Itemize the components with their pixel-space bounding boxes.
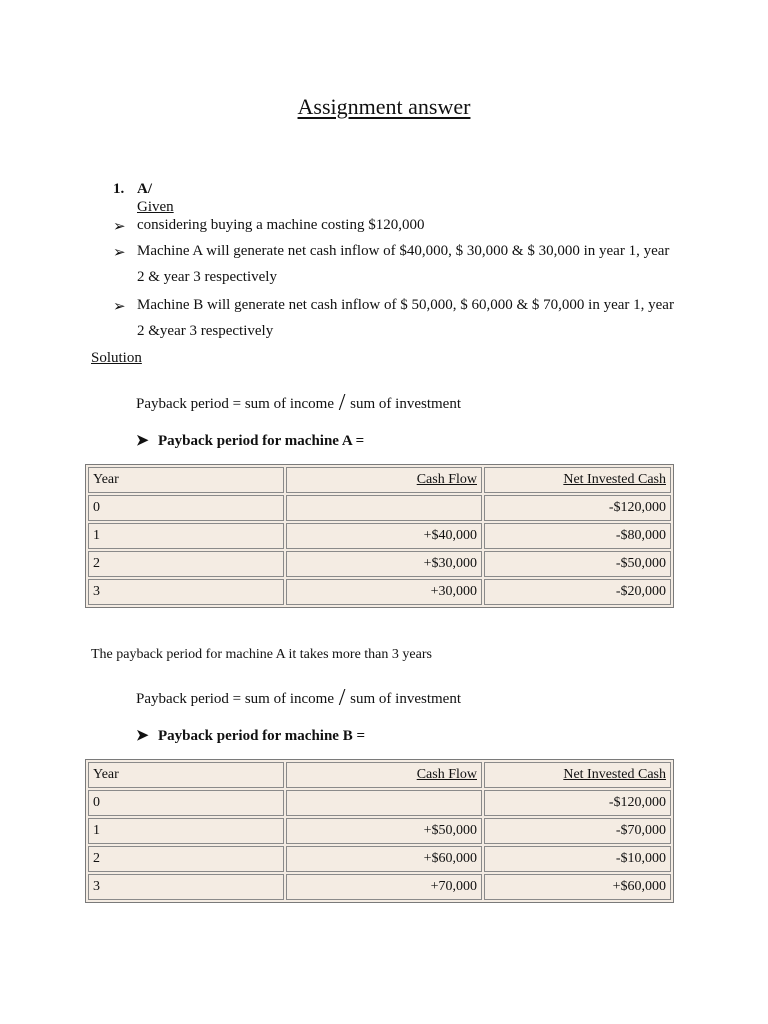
machine-a-heading-text: Payback period for machine A = <box>158 433 365 449</box>
cell-year: 2 <box>88 551 284 577</box>
page-title: Assignment answer <box>297 94 471 119</box>
cell-net-invested-cash: -$20,000 <box>484 579 671 605</box>
table-row <box>88 579 671 605</box>
question-number: 1. <box>113 181 125 197</box>
header-year: Year <box>88 467 284 493</box>
cell-net-invested-cash: -$120,000 <box>484 495 671 521</box>
formula-denominator: sum of investment <box>350 691 461 707</box>
bullet-marker: ➢ <box>113 245 126 261</box>
cell-net-invested-cash: -$50,000 <box>484 551 671 577</box>
header-year: Year <box>88 762 284 788</box>
question-label: A/ <box>137 181 152 197</box>
cell-year: 0 <box>88 790 284 816</box>
cell-net-invested-cash: -$120,000 <box>484 790 671 816</box>
cell-cash-flow: +$30,000 <box>286 551 482 577</box>
cell-year: 0 <box>88 495 284 521</box>
cell-cash-flow: +$50,000 <box>286 818 482 844</box>
cell-cash-flow: +30,000 <box>286 579 482 605</box>
table-row <box>88 818 671 844</box>
payback-formula <box>136 391 461 415</box>
cell-net-invested-cash: -$80,000 <box>484 523 671 549</box>
solution-heading: Solution <box>91 350 142 366</box>
table-header-row <box>88 467 671 493</box>
cell-cash-flow <box>286 790 482 816</box>
table-row <box>88 846 671 872</box>
machine-a-table <box>85 464 674 608</box>
cell-year: 2 <box>88 846 284 872</box>
table-row <box>88 874 671 900</box>
formula-slash: / <box>338 685 346 711</box>
given-item-machine-a-continued: 2 & year 3 respectively <box>137 269 277 285</box>
formula-denominator: sum of investment <box>350 396 461 412</box>
header-net-invested-cash: Net Invested Cash <box>484 762 671 788</box>
table-header-row <box>88 762 671 788</box>
cell-year: 3 <box>88 874 284 900</box>
cell-net-invested-cash: +$60,000 <box>484 874 671 900</box>
given-item-machine-b: Machine B will generate net cash inflow of $ 50,000, $ 60,000 & $ 70,000 in year 1, year <box>137 297 674 313</box>
table-row <box>88 790 671 816</box>
cell-year: 1 <box>88 818 284 844</box>
payback-formula <box>136 686 461 710</box>
table-row <box>88 523 671 549</box>
arrow-icon: ➤ <box>136 728 149 744</box>
machine-b-table <box>85 759 674 903</box>
table-row <box>88 495 671 521</box>
cell-cash-flow <box>286 495 482 521</box>
machine-a-conclusion: The payback period for machine A it takes more than 3 years <box>91 647 432 662</box>
arrow-icon: ➤ <box>136 433 149 449</box>
given-item-machine-cost: considering buying a machine costing $120,000 <box>137 217 425 233</box>
cell-net-invested-cash: -$10,000 <box>484 846 671 872</box>
formula-slash: / <box>338 390 346 416</box>
cell-net-invested-cash: -$70,000 <box>484 818 671 844</box>
header-cash-flow: Cash Flow <box>286 762 482 788</box>
formula-numerator: Payback period = sum of income <box>136 691 334 707</box>
cell-cash-flow: +$60,000 <box>286 846 482 872</box>
machine-b-heading-text: Payback period for machine B = <box>158 728 366 744</box>
given-item-machine-a: Machine A will generate net cash inflow of $40,000, $ 30,000 & $ 30,000 in year 1, year <box>137 243 670 259</box>
given-item-machine-b-continued: 2 &year 3 respectively <box>137 323 274 339</box>
bullet-marker: ➢ <box>113 219 126 235</box>
given-heading: Given <box>137 199 174 215</box>
header-cash-flow: Cash Flow <box>286 467 482 493</box>
table-row <box>88 551 671 577</box>
cell-cash-flow: +70,000 <box>286 874 482 900</box>
cell-cash-flow: +$40,000 <box>286 523 482 549</box>
formula-numerator: Payback period = sum of income <box>136 396 334 412</box>
machine-a-heading <box>136 431 364 450</box>
machine-b-heading <box>136 726 365 745</box>
cell-year: 1 <box>88 523 284 549</box>
header-net-invested-cash: Net Invested Cash <box>484 467 671 493</box>
cell-year: 3 <box>88 579 284 605</box>
bullet-marker: ➢ <box>113 299 126 315</box>
